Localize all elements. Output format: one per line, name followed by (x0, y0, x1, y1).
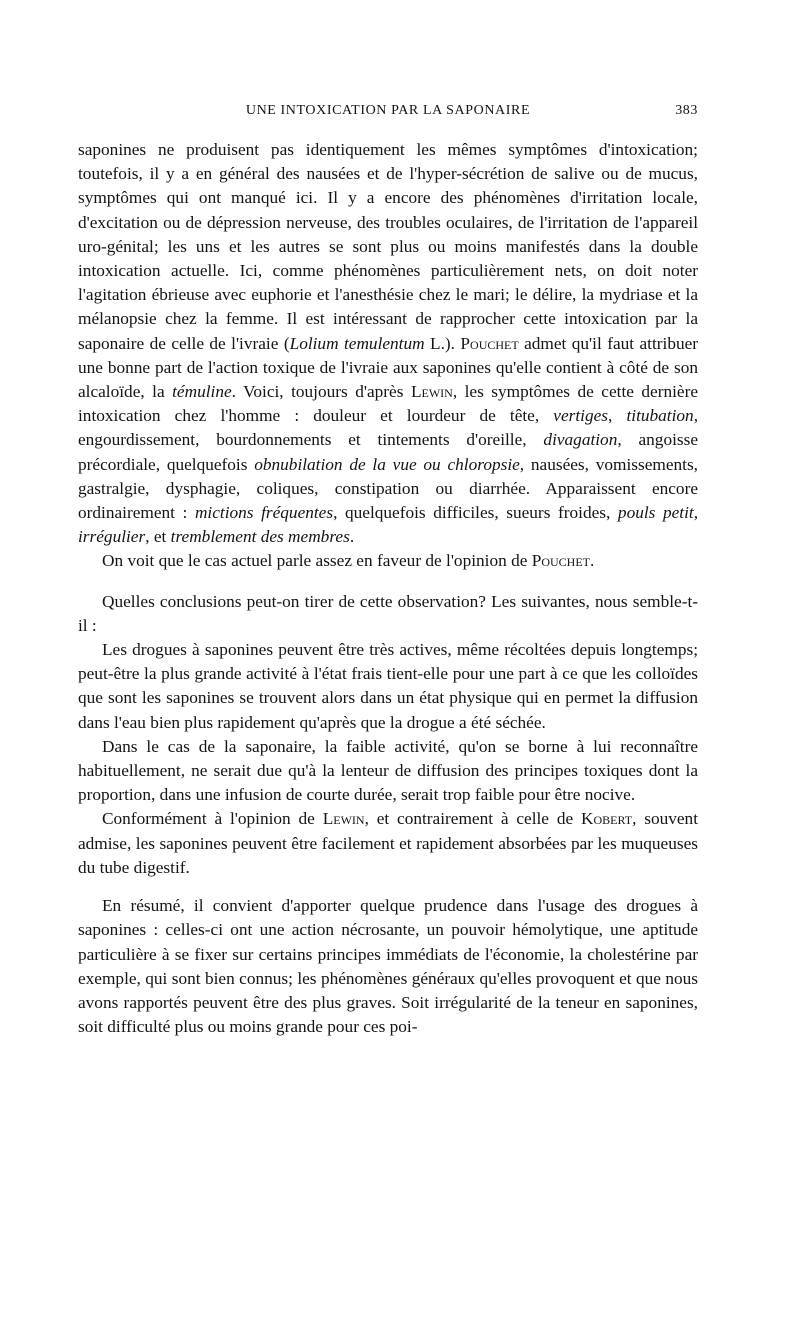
text-run: . (589, 551, 595, 571)
text-run: Conformément à l'opinion de (102, 809, 323, 829)
text-run: . Voici, toujours d'après (231, 382, 411, 402)
italic-term: mictions fréquentes (194, 503, 334, 523)
paragraph-1 (78, 138, 698, 549)
text-run: , (608, 406, 627, 426)
text-run: L.). (424, 333, 461, 353)
text-run: , nausées, vomissements, gastralgie, dysphagie, coliques, constipation ou diarrhée. Apparaissent encore ordinairement : (78, 454, 698, 523)
page-number: 383 (675, 103, 698, 118)
body-text (78, 138, 698, 1039)
paragraph-3: Quelles conclusions peut-on tirer de cette observation? Les suivantes, nous semble-t-il : (78, 591, 698, 635)
running-header (78, 103, 698, 125)
italic-term: vertiges (553, 406, 609, 426)
author-name: Lewin (322, 809, 365, 829)
text-run: , engourdissement, bourdonnements et tintements d'oreille, (78, 406, 699, 450)
italic-term: irrégulier (78, 527, 146, 547)
italic-term: obnubilation de la vue ou chloropsie (254, 454, 520, 474)
italic-term: Lolium temulentum (289, 333, 425, 353)
text-run: , les symptômes de cette dernière intoxication chez l'homme : douleur et lourdeur de tête, (78, 382, 698, 426)
text-run: , et contrairement à celle de (364, 809, 581, 829)
author-name: Pouchet (531, 551, 590, 571)
italic-term: tremblement des membres (170, 527, 350, 547)
text-run: , angoisse précordiale, quelquefois (78, 430, 699, 474)
author-name: Kobert (580, 809, 633, 829)
text-run: , (693, 503, 699, 523)
italic-term: témuline (172, 382, 232, 402)
text-run: . (349, 527, 355, 547)
paragraph-4: Les drogues à saponines peuvent être très actives, même récoltées depuis longtemps; peut-être la plus grande activité à l'état frais tient-elle pour une part à ce que les colloïdes que sont les saponines se trouvent alors dans un état physique qui en permet la diffusion dans l'eau bien plus rapidement qu'après que la drogue a été séchée. (78, 640, 698, 732)
running-title: UNE INTOXICATION PAR LA SAPONAIRE (245, 103, 531, 118)
paragraph-6 (78, 807, 698, 880)
paragraph-2 (78, 549, 698, 573)
italic-term: divagation (543, 430, 618, 450)
text-run: , quelquefois difficiles, sueurs froides, (333, 503, 618, 523)
author-name: Lewin (410, 382, 453, 402)
text-run: saponines ne produisent pas identiquement les mêmes symptômes d'intoxication; toutefois, il y a en général des nausées et de l'hyper-sécrétion de salive ou de mucus, symptômes qui ont manqué ici. Il y a encore des phénomènes d'irritation locale, d'excitation ou de dépression nerveuse, des troubles oculaires, de l'irritation de l'appareil uro-génital; les uns et les autres se sont plus ou moins manifestés dans la double intoxication actuelle. Ici, comme phénomènes particulièrement nets, on doit noter l'agitation ébrieuse avec euphorie et l'anesthésie chez le mari; le délire, la mydriase et la mélanopsie chez la femme. Il est intéressant de rapprocher cette intoxication par la saponaire de celle de l'ivraie ( (78, 140, 698, 353)
text-run: , et (145, 527, 171, 547)
italic-term: pouls petit (617, 503, 694, 523)
text-run: , souvent admise, les saponines peuvent être facilement et rapidement absorbées par les muqueuses du tube digestif. (78, 809, 698, 877)
paragraph-7: En résumé, il convient d'apporter quelque prudence dans l'usage des drogues à saponines : celles-ci ont une action nécrosante, un pouvoir hémolytique, une aptitude particulière à se fixer sur certains principes immédiats de l'économie, la cholestérine par exemple, qui sont bien connus; les phénomènes généraux qu'elles provoquent et que nous avons rapportés peuvent être des plus graves. Soit irrégularité de la teneur en saponines, soit difficulté plus ou moins grande pour ces poi- (78, 896, 698, 1037)
paragraph-5: Dans le cas de la saponaire, la faible activité, qu'on se borne à lui reconnaître habituellement, ne serait due qu'à la lenteur de diffusion des principes toxiques dont la proportion, dans une infusion de courte durée, serait trop faible pour être nocive. (78, 736, 698, 805)
text-run: admet qu'il faut attribuer une bonne part de l'action toxique de l'ivraie aux saponines qu'elle contient à côté de son alcaloïde, la (78, 333, 699, 402)
italic-term: titubation (626, 406, 694, 426)
author-name: Pouchet (460, 333, 519, 353)
text-run: On voit que le cas actuel parle assez en faveur de l'opinion de (102, 551, 532, 571)
